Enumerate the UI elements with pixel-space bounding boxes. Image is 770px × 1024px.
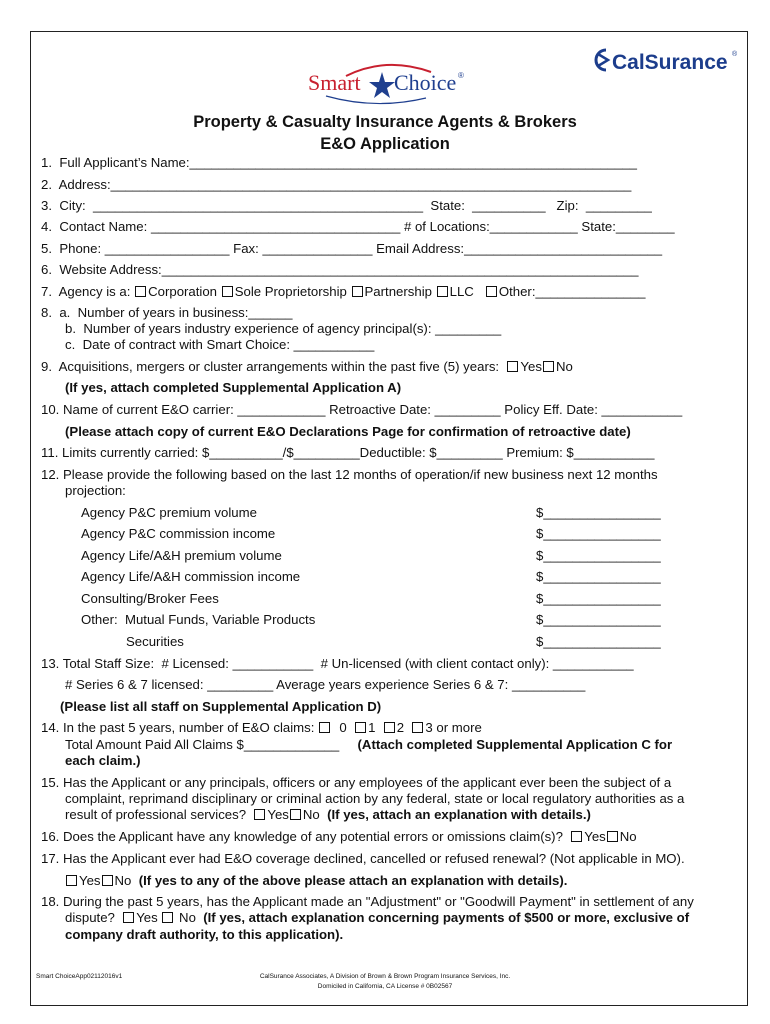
q11-line: 11. Limits currently carried: $__________/$_________Deductible: $_________ Premium: $___________ — [41, 445, 655, 460]
q4-line: 4. Contact Name: __________________________________ # of Locations:____________ State:________ — [41, 219, 675, 234]
q17-no-checkbox[interactable] — [102, 875, 113, 886]
q14-line: 14. In the past 5 years, number of E&O claims: 0 1 2 3 or more — [41, 720, 482, 735]
q18-no-checkbox[interactable] — [162, 912, 173, 923]
q13-line1: 13. Total Staff Size: # Licensed: ___________ # Un-licensed (with client contact only): ___________ — [41, 656, 634, 671]
q18-note-b: company draft authority, to this application). — [65, 927, 344, 942]
q15-line3: result of professional services? Yes No (If yes, attach an explanation with details.) — [65, 807, 591, 822]
claims-1-checkbox[interactable] — [355, 722, 366, 733]
q7-line: 7. Agency is a: Corporation Sole Proprietorship Partnership LLC Other:_______________ — [41, 284, 646, 299]
form-title: Property & Casualty Insurance Agents & Brokers — [193, 113, 577, 131]
claims-2-checkbox[interactable] — [384, 722, 395, 733]
q16-line: 16. Does the Applicant have any knowledge of any potential errors or omissions claim(s)? Yes No — [41, 829, 637, 844]
svg-text:®: ® — [458, 71, 464, 80]
q12-blank[interactable]: $________________ — [536, 591, 661, 606]
q9-line: 9. Acquisitions, mergers or cluster arrangements within the past five (5) years: Yes No — [41, 359, 573, 374]
q12-item: Agency Life/A&H premium volume — [81, 548, 282, 563]
q15-line2: complaint, reprimand disciplinary or criminal action by any federal, state or local regulatory authorities as a — [65, 791, 685, 806]
logo-choice-text: Choice — [394, 70, 457, 95]
q1-line: 1. Full Applicant’s Name:_____________________________________________________________ — [41, 155, 637, 170]
q13-note: (Please list all staff on Supplemental Application D) — [60, 699, 382, 714]
q10-line: 10. Name of current E&O carrier: ____________ Retroactive Date: _________ Policy Eff. Date: ___________ — [41, 402, 683, 417]
q5-line: 5. Phone: _________________ Fax: _______________ Email Address:___________________________ — [41, 241, 663, 256]
q18-yes-checkbox[interactable] — [123, 912, 134, 923]
q15-no-checkbox[interactable] — [290, 809, 301, 820]
q17-answer: Yes No (If yes to any of the above please attach an explanation with details). — [65, 873, 567, 889]
q14-line2: Total Amount Paid All Claims $_____________ (Attach completed Supplemental Application C for — [65, 737, 673, 752]
claims-3plus-checkbox[interactable] — [412, 722, 423, 733]
claims-0-checkbox[interactable] — [319, 722, 330, 733]
sole-proprietorship-checkbox[interactable] — [222, 286, 233, 297]
q12-item: Agency P&C premium volume — [81, 505, 257, 520]
q18-line1: 18. During the past 5 years, has the Applicant made an "Adjustment" or "Goodwill Payment" in settlement of any — [41, 894, 694, 909]
footer-company: CalSurance Associates, A Division of Brown & Brown Program Insurance Services, Inc. — [259, 973, 511, 980]
q12-blank[interactable]: $________________ — [536, 634, 661, 649]
q12-blank[interactable]: $________________ — [536, 612, 661, 627]
q12-item: Agency P&C commission income — [81, 526, 276, 541]
q16-no-checkbox[interactable] — [607, 831, 618, 842]
q8c-line: c. Date of contract with Smart Choice: ___________ — [65, 337, 375, 352]
form-subtitle: E&O Application — [320, 135, 450, 153]
q6-line: 6. Website Address:_________________________________________________________________ — [41, 262, 639, 277]
q9-note: (If yes, attach completed Supplemental Application A) — [65, 380, 402, 395]
q15-line1: 15. Has the Applicant or any principals, officers or any employees of the applicant ever been the subject of a — [41, 775, 672, 790]
q9-yes-checkbox[interactable] — [507, 361, 518, 372]
q9-no-checkbox[interactable] — [543, 361, 554, 372]
q8b-line: b. Number of years industry experience of agency principal(s): _________ — [65, 321, 502, 336]
q17-yes-checkbox[interactable] — [66, 875, 77, 886]
footer-license: Domiciled in California, CA License # 0B02567 — [317, 983, 453, 990]
footer-form-id: Smart ChoiceApp02112016v1 — [36, 973, 123, 980]
q16-yes-checkbox[interactable] — [571, 831, 582, 842]
q12-item: Consulting/Broker Fees — [81, 591, 219, 606]
llc-checkbox[interactable] — [437, 286, 448, 297]
q12-item: Other: Mutual Funds, Variable Products — [81, 612, 316, 627]
q3-line: 3. City: _____________________________________________ State: __________ Zip: _________ — [41, 198, 652, 213]
logo-smart-text: Smart — [308, 70, 361, 95]
q15-yes-checkbox[interactable] — [254, 809, 265, 820]
q12-blank[interactable]: $________________ — [536, 548, 661, 563]
q12-line1: 12. Please provide the following based on the last 12 months of operation/if new business next 12 months — [41, 467, 658, 482]
q12-blank[interactable]: $________________ — [536, 505, 661, 520]
q12-blank[interactable]: $________________ — [536, 526, 661, 541]
q8a-line: 8. a. Number of years in business:______ — [41, 305, 293, 320]
q12-item: Agency Life/A&H commission income — [81, 569, 301, 584]
partnership-checkbox[interactable] — [352, 286, 363, 297]
q2-line: 2. Address:_______________________________________________________________________ — [41, 177, 632, 192]
calsurance-logo — [590, 44, 740, 78]
q10-note: (Please attach copy of current E&O Declarations Page for confirmation of retroactive date) — [65, 424, 631, 439]
q14-note-b: each claim.) — [65, 753, 141, 768]
q12-line2: projection: — [65, 483, 126, 498]
smart-choice-logo — [306, 58, 466, 110]
q18-line2: dispute? Yes No (If yes, attach explanation concerning payments of $500 or more, exclusive of — [65, 910, 690, 925]
q12-item: Securities — [126, 634, 184, 649]
other-checkbox[interactable] — [486, 286, 497, 297]
q17-line: 17. Has the Applicant ever had E&O coverage declined, cancelled or refused renewal? (Not applicable in MO). — [41, 851, 685, 866]
corporation-checkbox[interactable] — [135, 286, 146, 297]
q12-blank[interactable]: $________________ — [536, 569, 661, 584]
q13-line2: # Series 6 & 7 licensed: _________ Average years experience Series 6 & 7: __________ — [65, 677, 586, 692]
svg-text:®: ® — [732, 51, 738, 58]
calsurance-text: CalSurance — [612, 51, 728, 74]
